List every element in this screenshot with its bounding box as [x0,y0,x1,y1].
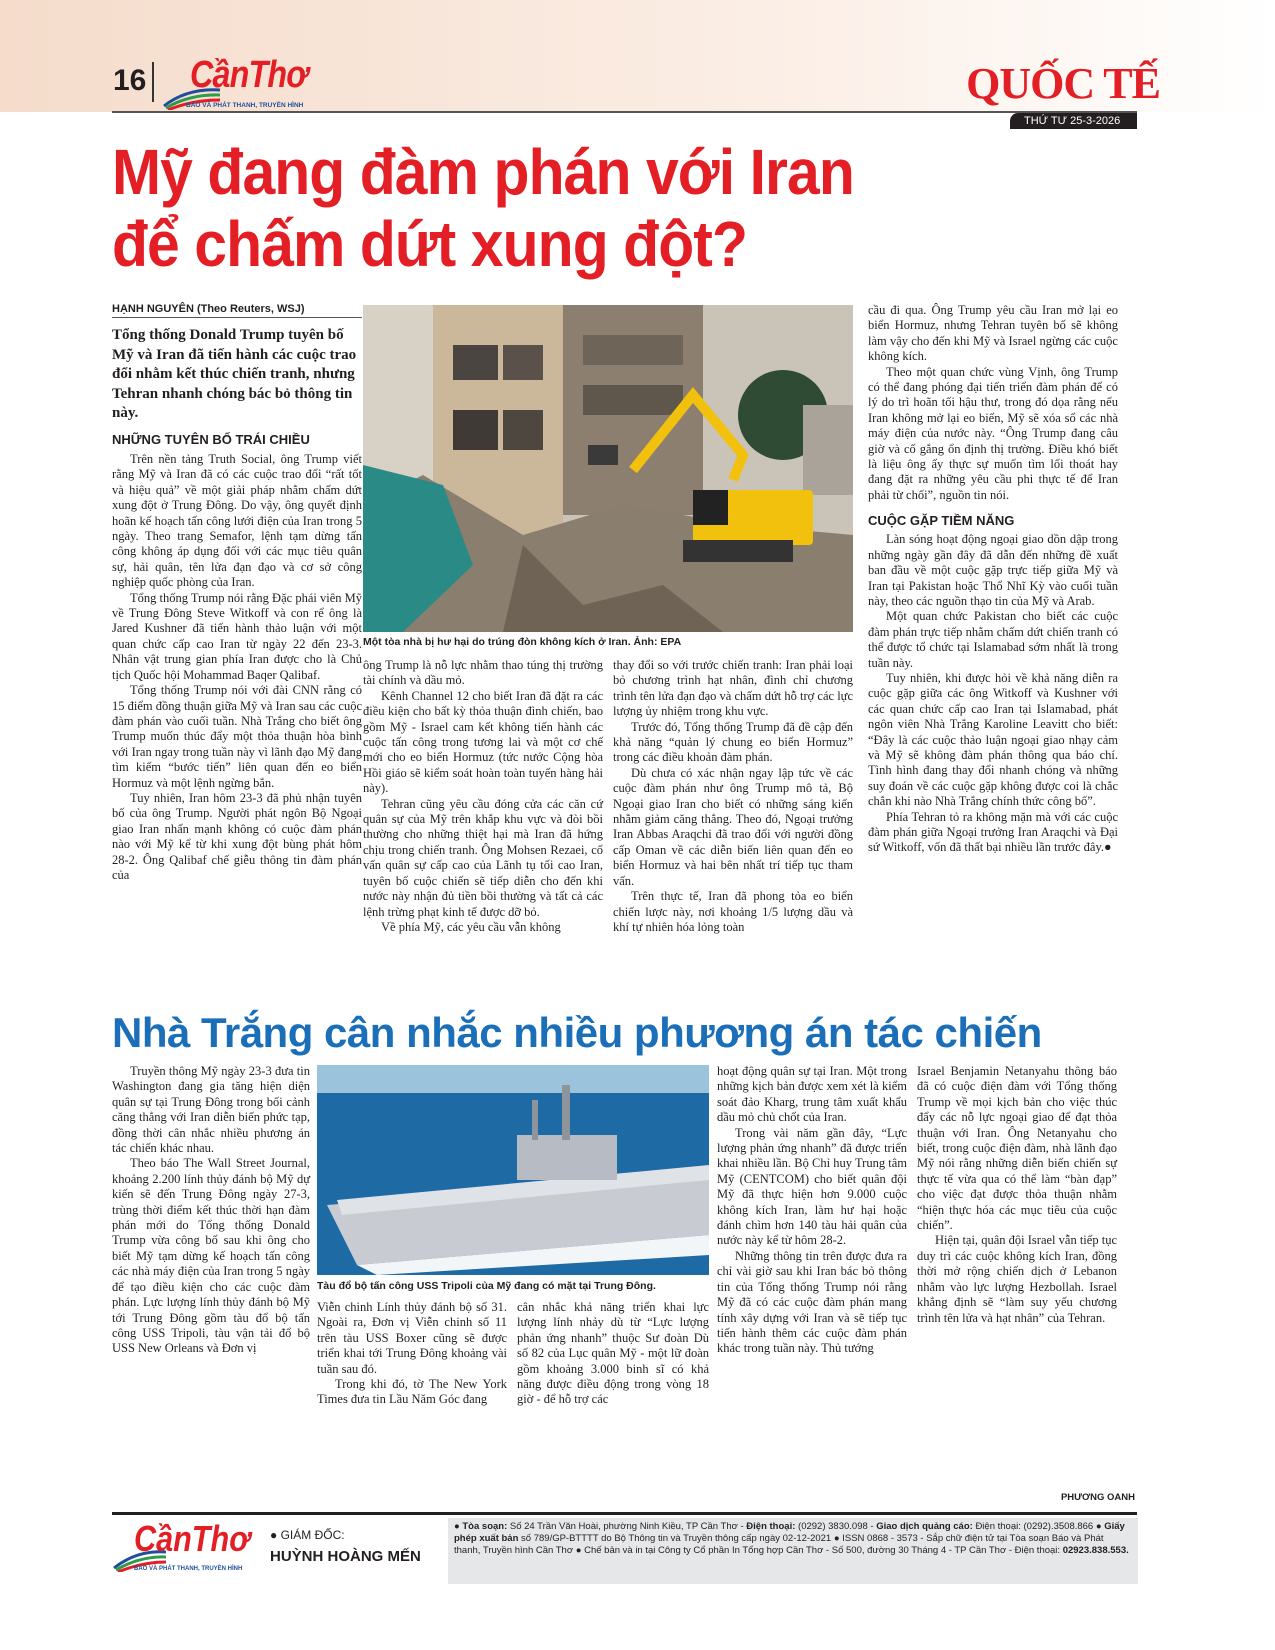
paragraph: Theo báo The Wall Street Journal, khoảng 2.200 lính thủy đánh bộ Mỹ dự kiến sẽ đến Trung Đông ngày 27-3, trùng thời điểm kết thúc thời hạn đàm phán mới do Tổng thống Donald Trump vừa công bố sau khi ông cho biết Mỹ tạm dừng kế hoạch tấn công các nhà máy điện của Iran trong 5 ngày để tạo điều kiện cho các cuộc đàm phán. Lực lượng lính thủy đánh bộ Mỹ tới Trung Đông gồm tàu đổ bộ tấn công USS Tripoli, tàu vận tải đổ bộ USS New Orleans và Đơn vị [112,1156,310,1356]
paragraph: Truyền thông Mỹ ngày 23-3 đưa tin Washington đang gia tăng hiện diện quân sự tại Trung Đông trong bối cảnh căng thẳng với Iran diễn biến phức tạp, đồng thời cân nhắc nhiều phương án tác chiến khác nhau. [112,1064,310,1156]
article1-column-1 [112,452,362,883]
header-rule [112,111,1137,113]
damaged-building-photo-icon [363,305,853,632]
phone-label: Điện thoại: [746,1521,796,1532]
paragraph: Kênh Channel 12 cho biết Iran đã đặt ra các điều kiện cho bất kỳ thỏa thuận đình chiến, bao gồm Mỹ - Israel cam kết không tiến hành các cuộc tấn công trong tương lai và một cơ chế mới cho eo biển Hormuz (tức nước Cộng hòa Hồi giáo sẽ kiểm soát hoàn toàn tuyến hàng hải này). [363,688,603,796]
paragraph: Tổng thống Trump nói với đài CNN rằng có 15 điểm đồng thuận giữa Mỹ và Iran sau các cuộc đàm phán vào cuối tuần. Nhà Trắng cho biết ông Trump muốn thúc đẩy một thỏa thuận hòa bình với Iran ngay trong tuần này vì lãnh đạo Mỹ đang tìm kiếm “bước tiến” liên quan đến eo biển Hormuz và một lệnh ngừng bắn. [112,683,362,790]
paragraph: Những thông tin trên được đưa ra chỉ vài giờ sau khi Iran bác bỏ thông tin của Tổng thống Trump nói rằng Mỹ đã có các cuộc đàm phán mang tính xây dựng với Iran và sẽ tiếp tục tiến hành thêm các cuộc đàm phán khác trong tuần này. Thủ tướng [717,1248,907,1356]
article2-column-3 [517,1300,709,1408]
article2-column-1 [112,1064,310,1357]
footer-logo-subtitle: BÁO VÀ PHÁT THANH, TRUYỀN HÌNH [134,1566,243,1572]
paragraph: ông Trump là nỗ lực nhằm thao túng thị trường tài chính và dầu mỏ. [363,658,603,688]
phone-text: (0292) 3830.098 - [798,1521,874,1532]
warship-photo-icon [317,1065,709,1275]
byline: HẠNH NGUYÊN (Theo Reuters, WSJ) [112,303,362,318]
header-divider [152,62,154,102]
article1-column-4 [868,303,1118,856]
paragraph: Israel Benjamin Netanyahu thông báo đã có cuộc điện đàm với Tổng thống Trump về mọi kịch bản cho việc thúc đẩy các nỗ lực ngoại giao để đạt thỏa thuận với Iran. Ông Netanyahu cho biết, trong cuộc điện đàm, nhà lãnh đạo Mỹ nói rằng những diễn biến chiến sự thực tế vừa qua có thể làm “bàn đạp” cho việc đạt được thỏa thuận nhằm “hiện thực hóa các mục tiêu của cuộc chiến”. [917,1064,1117,1233]
paragraph: Tuy nhiên, Iran hôm 23-3 đã phủ nhận tuyên bố của ông Trump. Người phát ngôn Bộ Ngoại giao Iran nhấn mạnh không có cuộc đàm phán nào với Mỹ kể từ khi xung đột bùng phát hôm 28-2. Ông Qalibaf chế giễu thông tin đàm phán của [112,790,362,882]
paragraph: Trước đó, Tổng thống Trump đã đề cập đến khả năng “quản lý chung eo biển Hormuz” trong các điều khoản đàm phán. [613,719,853,765]
logo-text: CầnThơ [190,54,308,96]
license-text: số 789/GP-BTTTT do Bộ Thông tin và Truyền thông cấp ngày 02-12-2021 ● ISSN 0868 - 3573 - [521,1533,924,1544]
footer-rule [112,1512,1137,1515]
headline-line-2: để chấm dứt xung đột? [112,208,748,280]
license-label: ● Giấy phép xuất bản [454,1521,1125,1544]
article2-column-5 [917,1064,1117,1326]
paragraph [868,810,1118,856]
article2-column-4 [717,1064,907,1357]
paragraph: Theo một quan chức vùng Vịnh, ông Trump có thể đang phóng đại tiến triển đàm phán để có lý do trì hoãn tối hậu thư, trong đó dọa rằng nếu Iran không mở lại eo biển, Mỹ sẽ xóa sổ các nhà máy điện của nước này. “Ông Trump đang câu giờ và cố gắng ổn định thị trường. Điều khó biết là liệu ông ấy thực sự muốn tìm lối thoát hay đang đặt ra những yêu cầu phi thực tế để Iran phải từ chối”, nguồn tin nói. [868,364,1118,502]
article1-column-3 [613,658,853,935]
paragraph: Trên thực tế, Iran đã phong tỏa eo biển chiến lược này, nơi khoảng 1/5 lượng dầu và khí tự nhiên hóa lỏng toàn [613,889,853,934]
photo-uss-tripoli [317,1065,709,1275]
paragraph: cân nhắc khả năng triển khai lực lượng lính nhảy dù từ “Lực lượng phản ứng nhanh” thuộc Sư đoàn Dù số 82 của Lục quân Mỹ - một lữ đoàn gồm khoảng 3.000 binh sĩ có khả năng được điều động trong vòng 18 giờ - để hỗ trợ các [517,1300,709,1407]
photo-caption-1: Một tòa nhà bị hư hại do trúng đòn không kích ở Iran. Ảnh: EPA [363,636,682,648]
article1-headline [112,136,1132,280]
page-number: 16 [113,64,147,97]
paragraph: Hiện tại, quân đội Israel vẫn tiếp tục duy trì các cuộc không kích Iran, đồng thời mở rộng chiến dịch ở Lebanon nhằm vào lực lượng Hezbollah. Israel khẳng định sẽ “làm suy yếu chương trình tên lửa và hạt nhân” của Tehran. [917,1233,1117,1325]
paragraph: Tổng thống Trump nói rằng Đặc phái viên Mỹ về Trung Đông Steve Witkoff và con rể ông là Jared Kushner đã tiến hành thảo luận với một quan chức cấp cao Iran từ ngày 22 đến 23-3. Nhân vật trung gian phía Iran được cho là Chủ tịch Quốc hội Mohammad Baqer Qalibaf. [112,590,362,682]
paragraph: Một quan chức Pakistan cho biết các cuộc đàm phán trực tiếp nhằm chấm dứt chiến tranh có thể được tổ chức tại Islamabad sớm nhất là trong tuần này. [868,609,1118,670]
director-name: HUỲNH HOÀNG MẾN [270,1548,421,1565]
article2-author: PHƯƠNG OANH [1060,1492,1135,1503]
section-title: QUỐC TẾ [966,59,1160,108]
footer-logo [112,1518,262,1578]
paragraph: Dù chưa có xác nhận ngay lập tức về các cuộc đàm phán như ông Trump mô tả, Bộ Ngoại giao Iran cho biết có những sáng kiến nhằm giảm căng thẳng. Theo đó, Ngoại trưởng Iran Abbas Araqchi đã trao đổi với người đồng cấp Oman về các diễn biến liên quan đến eo biển Hormuz và hai bên nhất trí tiếp tục tham vấn. [613,765,853,888]
director-label: ● GIÁM ĐỐC: [270,1528,345,1542]
article2-headline: Nhà Trắng cân nhắc nhiều phương án tác chiến [112,1009,1042,1056]
article1-lead [112,326,362,424]
paragraph-text: Phía Tehran tỏ ra không mặn mà với các cuộc đàm phán giữa Ngoại trưởng Iran Araqchi và Đại sứ Witkoff, vốn đã thất bại nhiều lần trước đây. [868,809,1118,855]
paragraph: thay đổi so với trước chiến tranh: Iran phải loại bỏ chương trình hạt nhân, đình chỉ chương trình tên lửa đạn đạo và chấm dứt hỗ trợ các lực lượng ủy nhiệm trong khu vực. [613,658,853,719]
paragraph: Trên nền tảng Truth Social, ông Trump viết rằng Mỹ và Iran đã có các cuộc trao đổi “rất tốt và hiệu quả” về một giải pháp nhằm chấm dứt xung đột ở Trung Đông. Do vậy, ông quyết định hoãn kế hoạch tấn công lưới điện của Iran trong 5 ngày. Theo trang Semafor, lệnh tạm dừng tấn công không áp dụng đối với các mục tiêu quân sự, hải quân, tên lửa đạn đạo và cơ sở công nghiệp quốc phòng của Iran. [112,452,362,590]
paragraph: cầu đi qua. Ông Trump yêu cầu Iran mở lại eo biển Hormuz, nhưng Tehran tuyên bố sẽ không làm vậy cho đến khi Mỹ và Israel ngừng các cuộc không kích. [868,303,1118,364]
subhead-potential-meeting: CUỘC GẶP TIỀM NĂNG [868,513,1015,529]
article1-column-2 [363,658,603,935]
paragraph: Tehran cũng yêu cầu đóng cửa các căn cứ quân sự của Mỹ trên khắp khu vực và đòi bồi thường cho những thiệt hại mà Iran đã hứng chịu trong chiến tranh. Ông Mohsen Rezaei, cố vấn quân sự cấp cao của Lãnh tụ tối cao Iran, tuyên bố cuộc chiến sẽ tiếp diễn cho đến khi nước này nhận đủ tiền bồi thường và tất cả các lệnh trừng phạt kinh tế được dỡ bỏ. [363,796,603,919]
footer-logo-text: CầnThơ [134,1518,250,1559]
paragraph: Làn sóng hoạt động ngoại giao dồn dập trong những ngày gần đây đã dẫn đến những đề xuất ban đầu về một cuộc gặp trực tiếp giữa Mỹ và Iran tại Pakistan hoặc Thổ Nhĩ Kỳ vào cuối tuần này, theo các nguồn thạo tin của Mỹ và Arab. [868,532,1118,608]
paragraph: Trong khi đó, tờ The New York Times đưa tin Lầu Năm Góc đang [317,1377,507,1407]
print-phone: 02923.838.553. [1062,1545,1129,1556]
newspaper-logo [162,54,347,110]
logo-subtitle: BÁO VÀ PHÁT THANH, TRUYỀN HÌNH [186,102,304,109]
subhead-conflicting-statements: NHỮNG TUYÊN BỐ TRÁI CHIỀU [112,432,310,447]
publication-info [448,1518,1138,1584]
photo-caption-2: Tàu đổ bộ tấn công USS Tripoli của Mỹ đang có mặt tại Trung Đông. [317,1280,656,1292]
photo-damaged-building [363,305,853,632]
paragraph: hoạt động quân sự tại Iran. Một trong những kịch bản được xem xét là kiểm soát đảo Kharg, trung tâm xuất khẩu dầu mỏ chủ chốt của Iran. [717,1064,907,1125]
ads-text: Điện thoại: (0292).3508.866 [975,1521,1094,1532]
print-text: Sắp chữ điện tử tại Tòa soạn Báo và Phát thanh, Truyền hình Cần Thơ ● Chế bản và in tại Công ty Cổ phần In Tổng hợp Cần Thơ - Số 500, đường 30 Tháng 4 - TP Cần Thơ - Điện thoại: [454,1533,1104,1556]
article2-column-2 [317,1300,507,1408]
ads-label: Giao dịch quảng cáo: [876,1521,973,1532]
paragraph: Trong vài năm gần đây, “Lực lượng phản ứng nhanh” đã được triển khai nhiều lần. Bộ Chỉ huy Trung tâm Mỹ (CENTCOM) cho biết quân đội Mỹ đã thực hiện hơn 9.000 cuộc không kích Iran, làm hư hại hoặc đánh chìm hơn 140 tàu hải quân của nước này kể từ hôm 28-2. [717,1125,907,1248]
headline-line-1: Mỹ đang đàm phán với Iran [112,136,854,208]
paragraph: Tuy nhiên, khi được hỏi về khả năng diễn ra cuộc gặp giữa các ông Witkoff và Kushner với các quan chức cấp cao Iran tại Islamabad, phát ngôn viên Nhà Trắng Karoline Leavitt cho biết: “Đây là các cuộc thảo luận ngoại giao nhạy cảm và Mỹ sẽ không đàm phán thông qua báo chí. Tình hình đang thay đổi nhanh chóng và những suy đoán về các cuộc gặp không được coi là chắc chắn khi nào Nhà Trắng chính thức công bố”. [868,670,1118,809]
office-text: Số 24 Trần Văn Hoài, phường Ninh Kiều, TP Cần Thơ - [509,1521,744,1532]
issue-date: THỨ TƯ 25-3-2026 [1010,113,1137,129]
lead-text: Tổng thống Donald Trump tuyên bố Mỹ và Iran đã tiến hành các cuộc trao đổi nhằm kết thúc chiến tranh, nhưng Tehran nhanh chóng bác bỏ thông tin này. [112,327,357,421]
director-block [270,1528,442,1565]
paragraph: Viễn chinh Lính thủy đánh bộ số 31. Ngoài ra, Đơn vị Viễn chinh số 11 trên tàu USS Boxer cũng sẽ được triển khai tới Trung Đông khoảng vài tuần sau đó. [317,1300,507,1376]
paragraph: Về phía Mỹ, các yêu cầu vẫn không [381,919,561,934]
end-mark-icon: ● [1104,840,1112,855]
office-label: ● Tòa soạn: [454,1521,508,1532]
